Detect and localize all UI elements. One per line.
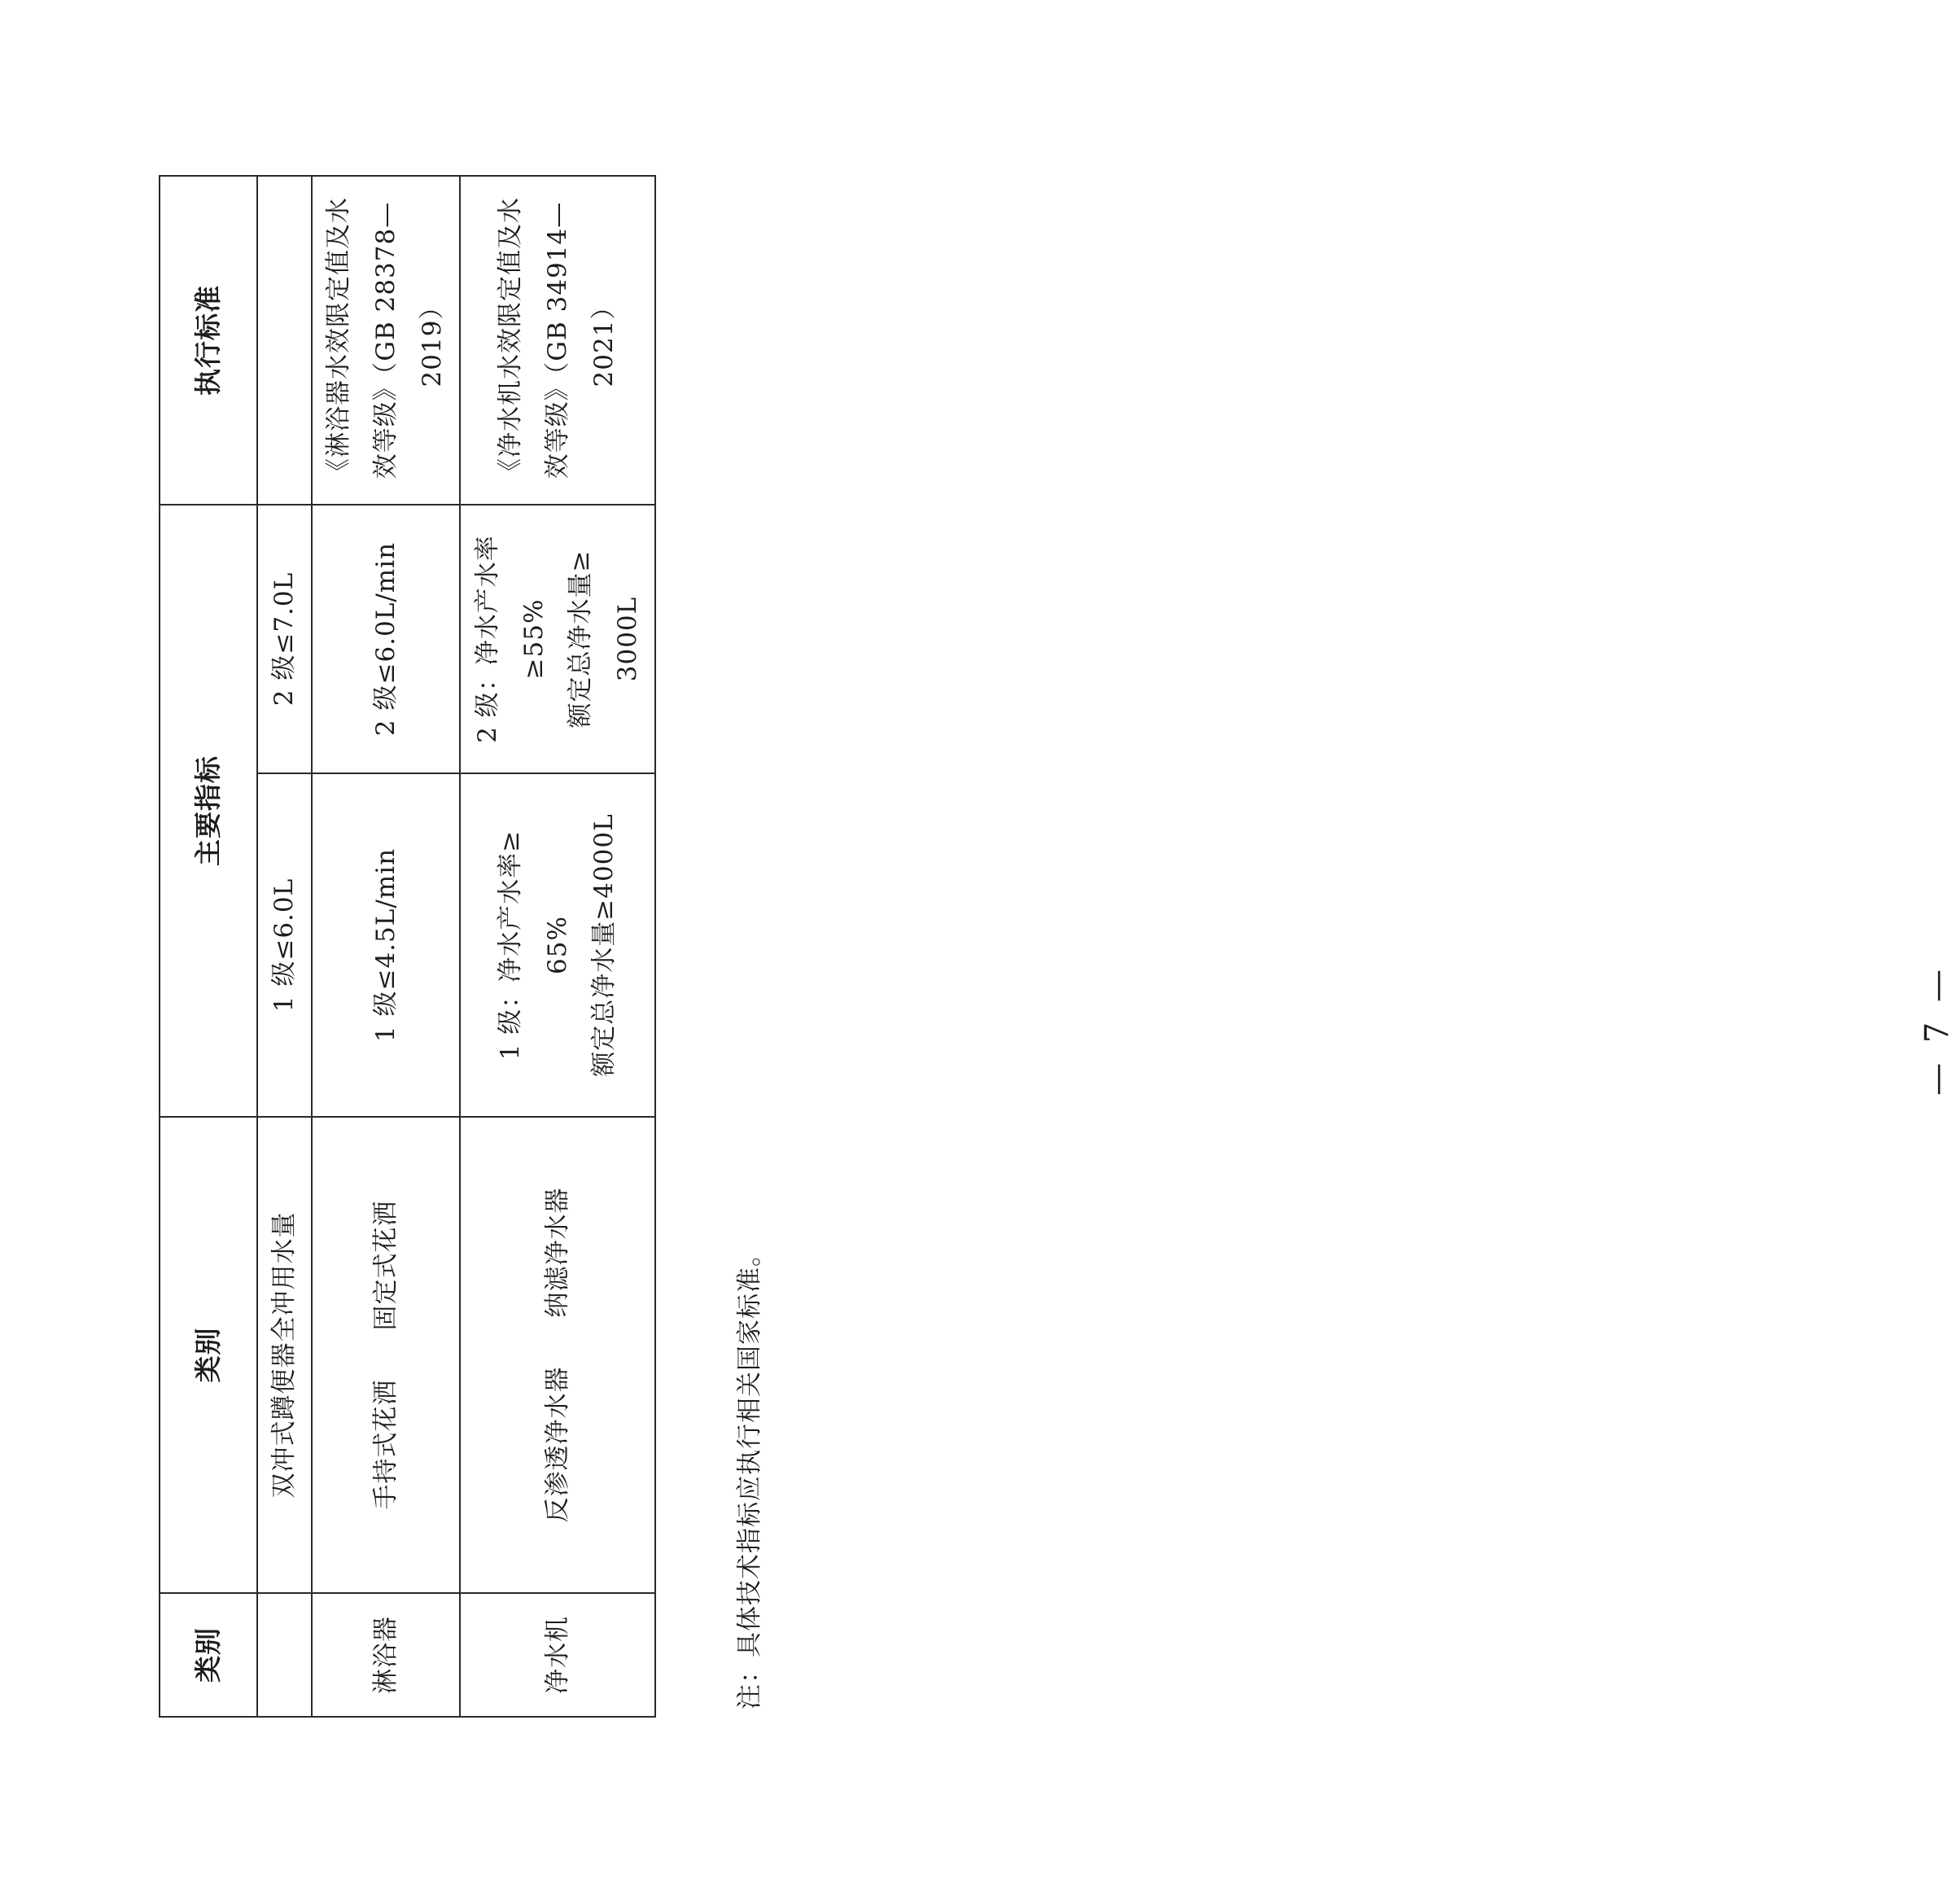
row2-category: 淋浴器 [312, 1593, 460, 1717]
table-row [312, 176, 460, 1717]
row3-level1 [460, 773, 655, 1117]
header-standard: 执行标准 [160, 176, 257, 505]
row3-standard [460, 176, 655, 505]
row3-level1-line3: 额定总净水量≥4000L [589, 813, 619, 1077]
row3-level2-line3: 额定总净水量≥ [566, 549, 596, 729]
row3-level2-line2: ≥55% [519, 598, 549, 680]
row2-standard [312, 176, 460, 505]
header-subcategory: 类别 [160, 1117, 257, 1593]
row2-item-2: 固定式花洒 [370, 1200, 400, 1331]
row1-item: 双冲式蹲便器全冲用水量 [257, 1117, 312, 1593]
row2-level2: 2 级≤6.0L/min [312, 505, 460, 773]
row3-item-1: 反渗透净水器 [542, 1366, 572, 1523]
row1-standard [257, 176, 312, 505]
table-note: 注：具体技术指标应执行相关国家标准。 [735, 1241, 764, 1709]
rotated-page-content [159, 0, 1956, 1718]
row3-standard-line2: 效等级》（GB 34914—2021） [542, 201, 619, 479]
header-indicators: 主要指标 [160, 505, 257, 1117]
row3-level1-line1: 1 级：净水产水率≥ [496, 829, 526, 1061]
row2-standard-line1: 《淋浴器水效限定值及水 [324, 197, 354, 484]
row2-level1: 1 级≤4.5L/min [312, 773, 460, 1117]
table-row [257, 176, 312, 1717]
page-number: — 7 — [1919, 965, 1956, 1096]
water-efficiency-table [159, 175, 656, 1718]
row2-item-1: 手持式花洒 [370, 1379, 400, 1510]
row3-level2-line4: 3000L [612, 596, 642, 682]
table-row [460, 176, 655, 1717]
row3-category: 净水机 [460, 1593, 655, 1717]
row3-level2-line1: 2 级：净水产水率 [472, 535, 502, 743]
row1-level1: 1 级≤6.0L [257, 773, 312, 1117]
row3-standard-line1: 《净水机水效限定值及水 [496, 197, 526, 484]
row1-category [257, 1593, 312, 1717]
row3-items [460, 1117, 655, 1593]
row3-item-2: 纳滤净水器 [542, 1187, 572, 1318]
table-header-row [160, 176, 257, 1717]
row3-level2 [460, 505, 655, 773]
row1-level2: 2 级≤7.0L [257, 505, 312, 773]
row2-standard-line2: 效等级》（GB 28378—2019） [370, 201, 448, 479]
row2-items [312, 1117, 460, 1593]
header-category: 类别 [160, 1593, 257, 1717]
row3-level1-line2: 65% [542, 916, 572, 974]
